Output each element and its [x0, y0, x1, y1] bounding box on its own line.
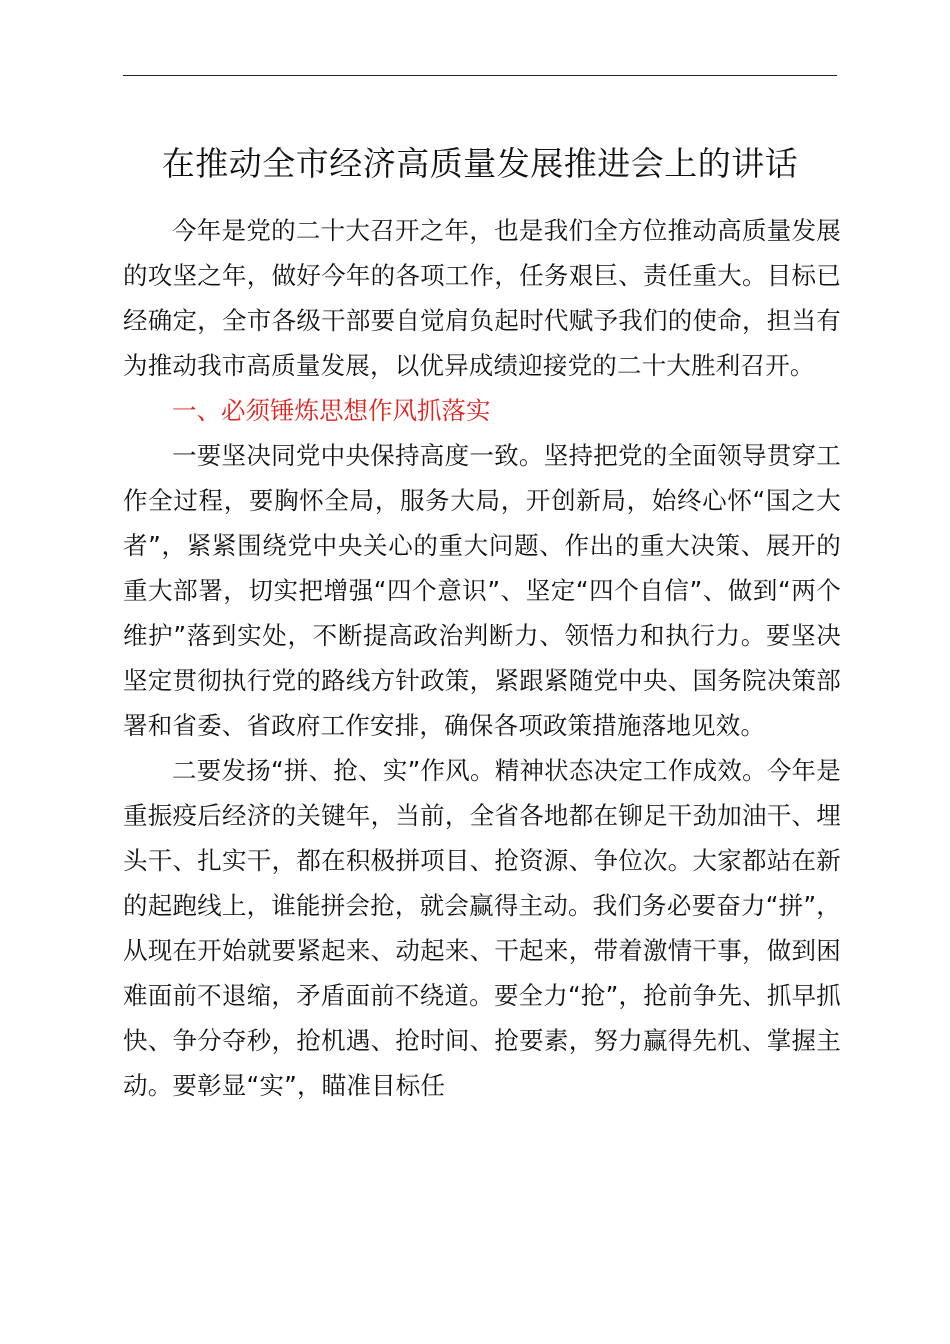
intro-paragraph: 今年是党的二十大召开之年，也是我们全方位推动高质量发展的攻坚之年，做好今年的各项工作，任务艰巨、责任重大。目标已经确定，全市各级干部要自觉肩负起时代赋予我们的使命，担当有为推动我市高质量发展，以优异成绩迎接党的二十大胜利召开。: [123, 216, 841, 380]
document-title: 在推动全市经济高质量发展推进会上的讲话: [161, 144, 799, 183]
document-body: [123, 208, 841, 1108]
header-rule: [123, 75, 837, 76]
paragraph-2: 二要发扬“拼、抢、实”作风。精神状态决定工作成效。今年是重振疫后经济的关键年，当前，全省各地都在铆足干劲加油干、埋头干、扎实干，都在积极拼项目、抢资源、争位次。大家都站在新的起跑线上，谁能拼会抢，就会赢得主动。我们务必要奋力“拼”，从现在开始就要紧起来、动起来、干起来，带着激情干事，做到困难面前不退缩，矛盾面前不绕道。要全力“抢”，抢前争先、抓早抓快、争分夺秒，抢机遇、抢时间、抢要素，努力赢得先机、掌握主动。要彰显“实”，瞄准目标任: [123, 756, 841, 1100]
paragraph-1: 一要坚决同党中央保持高度一致。坚持把党的全面领导贯穿工作全过程，要胸怀全局，服务大局，开创新局，始终心怀“国之大者”，紧紧围绕党中央关心的重大问题、作出的重大决策、展开的重大部署，切实把增强“四个意识”、坚定“四个自信”、做到“两个维护”落到实处，不断提高政治判断力、领悟力和执行力。要坚决坚定贯彻执行党的路线方针政策，紧跟紧随党中央、国务院决策部署和省委、省政府工作安排，确保各项政策措施落地见效。: [123, 441, 841, 740]
section-heading-1: 一、必须锤炼思想作风抓落实: [172, 396, 491, 425]
